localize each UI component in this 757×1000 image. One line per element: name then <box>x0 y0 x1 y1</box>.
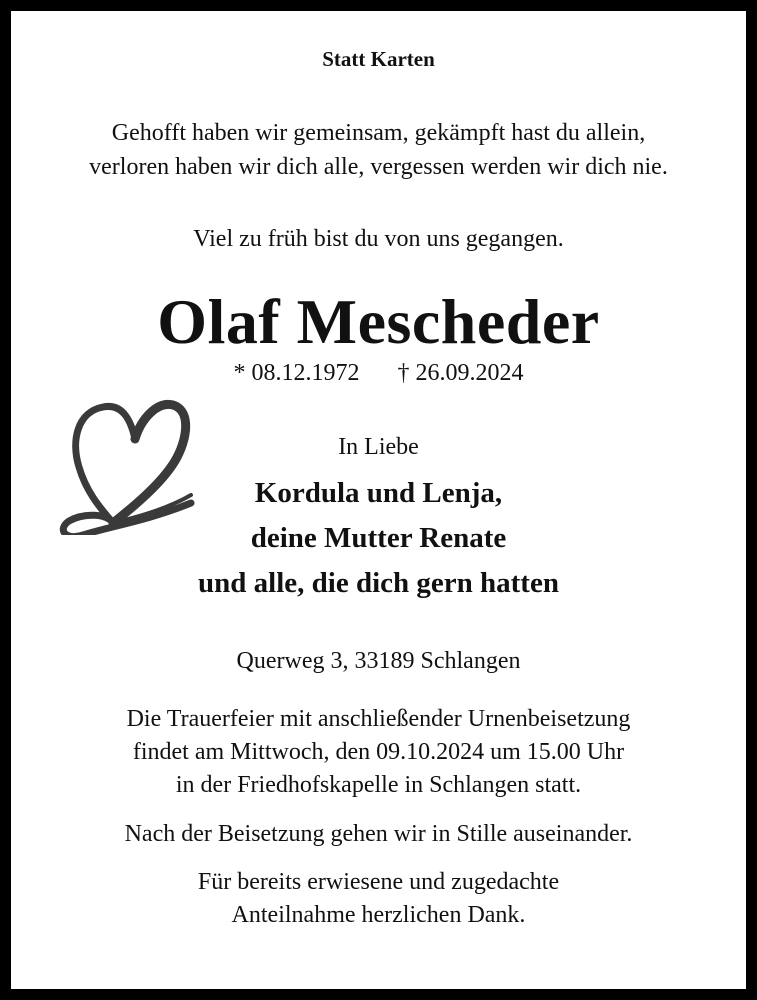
address: Querweg 3, 33189 Schlangen <box>236 648 521 674</box>
mourner-line: Kordula und Lenja, <box>254 477 503 509</box>
thanks-line-2: Anteilnahme herzlichen Dank. <box>231 902 526 928</box>
after-burial-note: Nach der Beisetzung gehen wir in Stille auseinander. <box>124 821 633 847</box>
mourner-line: deine Mutter Renate <box>250 522 507 554</box>
deceased-name: Olaf Mescheder <box>157 286 600 357</box>
in-love-label: In Liebe <box>338 434 419 460</box>
thanks-line-1: Für bereits erwiesene und zugedachte <box>197 869 560 895</box>
mourner-line: und alle, die dich gern hatten <box>198 567 559 599</box>
funeral-info-line-2: findet am Mittwoch, den 09.10.2024 um 15.00 Uhr <box>132 739 625 765</box>
birth-date: * 08.12.1972 <box>233 360 360 386</box>
life-dates <box>11 360 746 387</box>
subtitle: Viel zu früh bist du von uns gegangen. <box>193 226 564 252</box>
quote-line-2: verloren haben wir dich alle, vergessen werden wir dich nie. <box>89 154 668 180</box>
funeral-info-line-1: Die Trauerfeier mit anschließender Urnenbeisetzung <box>126 706 631 732</box>
death-date: † 26.09.2024 <box>397 360 524 386</box>
header-title: Statt Karten <box>322 47 435 71</box>
obituary-notice <box>11 11 746 989</box>
funeral-info-line-3: in der Friedhofskapelle in Schlangen statt. <box>175 772 582 798</box>
quote-line-1: Gehofft haben wir gemeinsam, gekämpft hast du allein, <box>111 120 646 146</box>
